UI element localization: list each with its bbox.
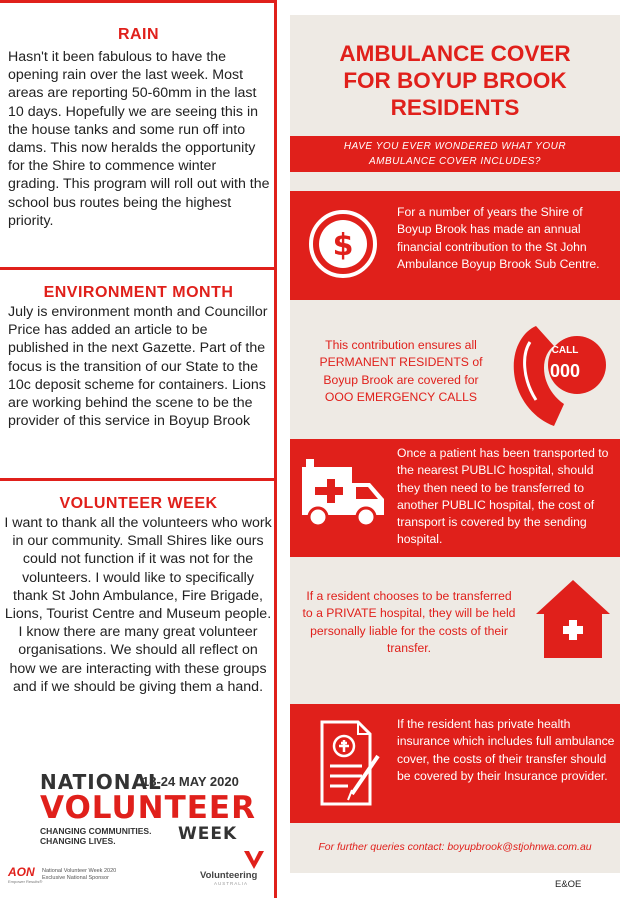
volunteering-logo-sub: AUSTRALIA [214,881,249,886]
aon-logo-sub: Empower Results® [8,879,43,884]
call-number: 000 [549,361,581,381]
insurance-document-icon [318,718,382,808]
ambulance-title-line-1: AMBULANCE COVER [339,41,571,66]
divider-2 [0,478,277,481]
info-box-insurance [290,704,620,823]
environment-title: ENVIRONMENT MONTH [43,284,234,301]
left-column [0,0,277,898]
rain-body: Hasn't it been fabulous to have the opening rain over the last week. Most areas are reporting 50-60mm in the last 10 days. Hopefully we are seeing this in the house tanks and some run off into dams. This now heralds the opportunity for the Shire to commence winter grading. This program will roll out with the school bus routes being the highest priority. [8,49,270,229]
volunteering-mark-icon [242,849,266,871]
banner-line-1: HAVE YOU EVER WONDERED WHAT YOUR [343,141,567,152]
further-queries-contact: For further queries contact: boyupbrook@stjohnwa.com.au [318,841,592,853]
box2-text: Once a patient has been transported to the nearest PUBLIC hospital, should they then need to be transferred to another PUBLIC hospital, the cost of transport is covered by the sending hospital. [397,446,609,547]
emergency-line-1: This contribution ensures all [325,338,477,352]
ambulance-title [290,40,620,121]
call-label: CALL [551,345,579,356]
hospital-icon [534,578,612,660]
sponsor-line-1: National Volunteer Week 2020 [42,868,117,874]
logo-week: WEEK [178,824,238,844]
national-volunteer-week-logo [40,770,270,850]
logo-tagline-1: CHANGING COMMUNITIES. [40,826,152,836]
logo-volunteer: VOLUNTEER [40,790,256,826]
banner-line-2: AMBULANCE COVER INCLUDES? [369,156,541,167]
sponsor-text [42,868,116,882]
volunteer-title: VOLUNTEER WEEK [59,495,218,512]
rain-title: RAIN [117,26,160,43]
info-box-public-hospital [290,439,620,557]
emergency-cover-text [296,337,506,406]
logo-national: NATIONAL [40,770,162,794]
box3-text: If the resident has private health insurance which includes full ambulance cover, the costs of their transfer should be covered by their Insurance provider. [397,717,615,783]
private-line-1: If a resident chooses to be transferred [306,589,512,603]
divider-top [0,0,277,3]
private-line-4: transfer. [386,640,432,655]
volunteer-body: I want to thank all the volunteers who work in our community. Small Shires like ours could not function if it was not for the volunteers. I would like to specifically thank St John Ambulance, Fire Brigade, Lions, Tourist Centre and Museum people. I know there are many great volunteer organisations. We should all reflect on how we are interacting with these groups and if we should be giving them a hand. [4,515,272,695]
sponsor-line-2: Exclusive National Sponsor [42,875,109,881]
question-banner [290,136,620,172]
private-line-3: personally liable for the costs of their [310,623,508,638]
emergency-line-4: OOO EMERGENCY CALLS [324,389,478,404]
ambulance-icon [298,459,388,531]
column-divider [274,0,277,898]
emergency-line-3: Boyup Brook are covered for [323,372,479,387]
svg-text:$: $ [332,228,354,263]
info-box-contribution [290,191,620,300]
aon-logo: AON [8,865,35,879]
private-hospital-text [292,588,526,657]
dollar-icon [308,209,378,279]
box1-text: For a number of years the Shire of Boyup Brook has made an annual financial contribution to the St John Ambulance Boyup Brook Sub Centre. [397,205,600,271]
eoe-note: E&OE [555,879,582,890]
call-badge [540,345,590,382]
ambulance-title-line-3: RESIDENTS [390,95,520,120]
divider-1 [0,267,277,270]
volunteering-logo: Volunteering [200,870,258,881]
logo-tagline [40,826,151,846]
logo-dates: 18-24 MAY 2020 [142,774,239,789]
environment-body: July is environment month and Councillor Price has added an article to be published in the next Gazette. Part of the focus is the transition of our State to the 10c deposit scheme for containers. Lions are working behind the scene to be the provider of this service in Boyup Brook [8,304,268,430]
private-line-2: to a PRIVATE hospital, they will be held [302,606,516,621]
emergency-line-2: PERMANENT RESIDENTS of [319,355,483,370]
logo-tagline-2: CHANGING LIVES. [40,836,116,846]
ambulance-title-line-2: FOR BOYUP BROOK [343,68,567,93]
